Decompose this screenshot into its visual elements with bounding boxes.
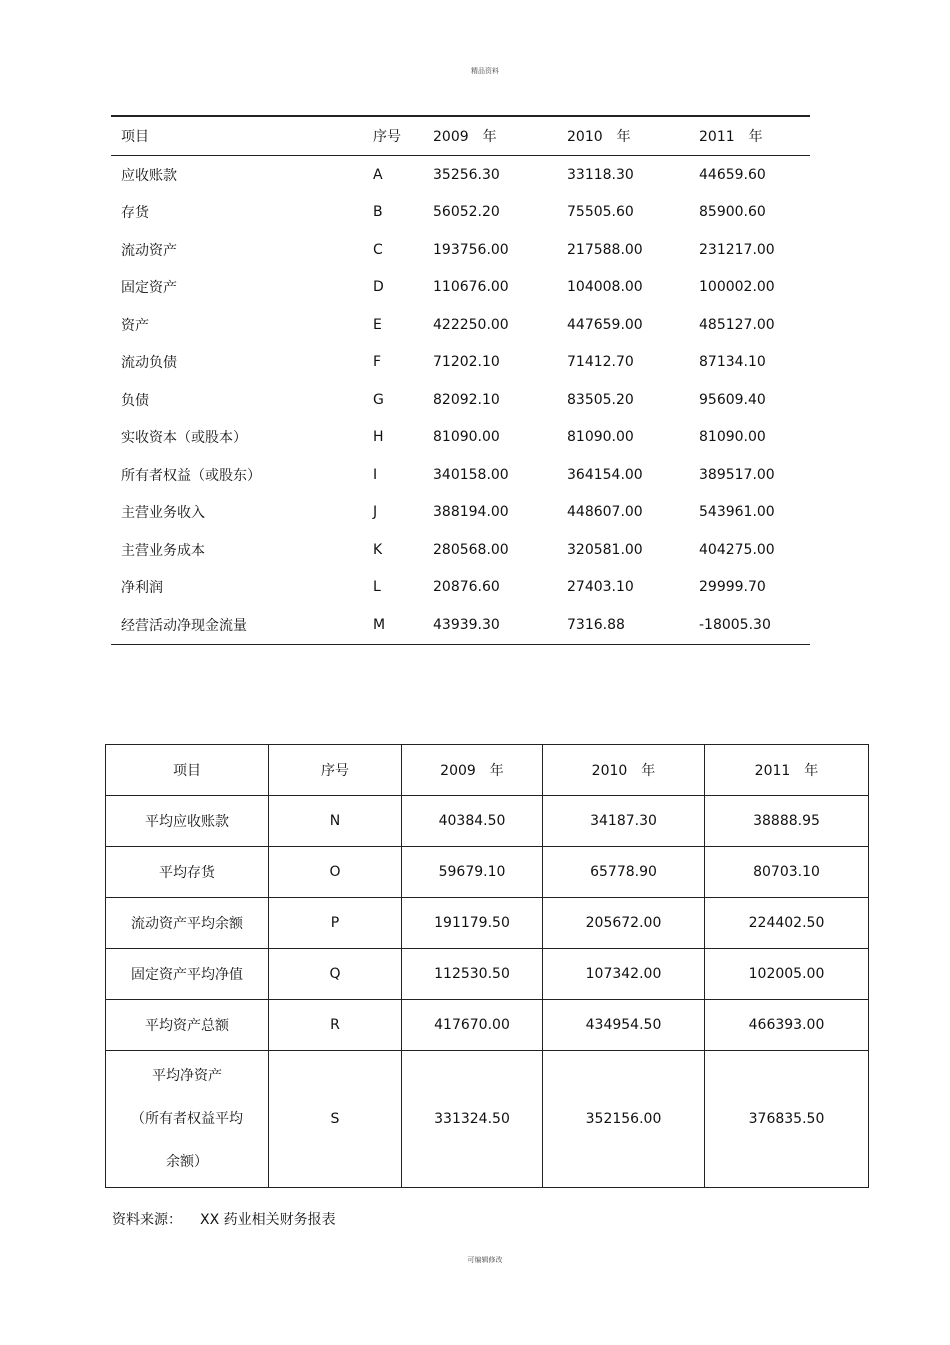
value-2011: 404275.00 <box>699 541 775 558</box>
row-name-line: 余额） <box>166 1153 208 1170</box>
value-2009: 340158.00 <box>433 466 509 483</box>
value-2010: 107342.00 <box>543 949 705 1000</box>
table-row <box>106 847 869 898</box>
value-2009: 43939.30 <box>423 606 557 644</box>
value-2011: 100002.00 <box>699 279 775 296</box>
table-row <box>106 1000 869 1051</box>
row-code: D <box>373 279 384 296</box>
row-code: L <box>373 579 381 596</box>
value-2010: 364154.00 <box>567 466 643 483</box>
value-2010: 217588.00 <box>567 241 643 258</box>
row-name: 实收资本（或股本） <box>121 430 247 447</box>
value-2009: 388194.00 <box>433 504 509 521</box>
value-2011: 543961.00 <box>699 504 775 521</box>
table-row <box>111 269 810 307</box>
value-2011: -18005.30 <box>689 606 810 644</box>
header-2010: 2010 年 <box>543 745 705 796</box>
value-2010: 34187.30 <box>543 796 705 847</box>
source-note <box>112 1209 336 1229</box>
financial-data-table <box>111 115 810 645</box>
row-code: N <box>269 796 402 847</box>
header-item: 项目 <box>106 745 269 796</box>
row-name: 流动资产 <box>121 242 177 259</box>
header-2009: 2009 年 <box>402 745 543 796</box>
row-name: 净利润 <box>121 580 163 597</box>
value-2009: 59679.10 <box>402 847 543 898</box>
row-code: K <box>373 541 383 558</box>
value-2009: 280568.00 <box>433 541 509 558</box>
row-code: R <box>269 1000 402 1051</box>
row-name: 所有者权益（或股东） <box>121 467 261 484</box>
value-2011: 231217.00 <box>699 241 775 258</box>
table-row <box>106 949 869 1000</box>
value-2009: 56052.20 <box>433 204 500 221</box>
header-code: 序号 <box>269 745 402 796</box>
row-name: 固定资产 <box>121 280 177 297</box>
value-2009: 417670.00 <box>402 1000 543 1051</box>
row-name: 负债 <box>121 392 149 409</box>
row-name: 存货 <box>121 205 149 222</box>
value-2010: 205672.00 <box>543 898 705 949</box>
value-2009: 20876.60 <box>433 579 500 596</box>
row-code: J <box>373 504 378 521</box>
source-text: XX 药业相关财务报表 <box>200 1212 336 1228</box>
table-row <box>111 419 810 457</box>
row-code: M <box>363 606 423 644</box>
table-row <box>111 194 810 232</box>
row-code: C <box>373 241 383 258</box>
value-2010: 7316.88 <box>557 606 689 644</box>
value-2009: 422250.00 <box>433 316 509 333</box>
row-name: 固定资产平均净值 <box>106 949 269 1000</box>
value-2011: 485127.00 <box>699 316 775 333</box>
row-name: 平均存货 <box>106 847 269 898</box>
row-code: I <box>373 466 378 483</box>
table-header-row <box>111 116 810 156</box>
value-2011: 80703.10 <box>705 847 869 898</box>
average-data-table <box>105 744 869 1188</box>
table-row <box>111 231 810 269</box>
table-row <box>106 796 869 847</box>
value-2010: 27403.10 <box>567 579 634 596</box>
table-row <box>111 456 810 494</box>
row-name: 流动资产平均余额 <box>106 898 269 949</box>
value-2010: 81090.00 <box>567 429 634 446</box>
table-row <box>106 898 869 949</box>
row-code: B <box>373 204 383 221</box>
row-name: 主营业务收入 <box>121 505 205 522</box>
row-name-line: 平均净资产 <box>152 1067 222 1084</box>
header-code: 序号 <box>363 116 423 156</box>
value-2011: 81090.00 <box>699 429 766 446</box>
value-2011: 102005.00 <box>705 949 869 1000</box>
value-2009: 82092.10 <box>433 391 500 408</box>
row-name: 资产 <box>121 317 149 334</box>
value-2011: 95609.40 <box>699 391 766 408</box>
table-row <box>111 531 810 569</box>
value-2010: 434954.50 <box>543 1000 705 1051</box>
value-2009: 35256.30 <box>433 166 500 183</box>
value-2010: 320581.00 <box>567 541 643 558</box>
row-code: H <box>373 429 384 446</box>
value-2010: 104008.00 <box>567 279 643 296</box>
row-code: S <box>269 1051 402 1188</box>
value-2010: 352156.00 <box>543 1051 705 1188</box>
value-2009: 331324.50 <box>402 1051 543 1188</box>
header-2011: 2011 年 <box>689 116 810 156</box>
value-2011: 85900.60 <box>699 204 766 221</box>
value-2009: 110676.00 <box>433 279 509 296</box>
value-2010: 65778.90 <box>543 847 705 898</box>
footer-note: 可编辑修改 <box>467 1256 503 1264</box>
value-2011: 389517.00 <box>699 466 775 483</box>
value-2009: 193756.00 <box>433 241 509 258</box>
row-name: 主营业务成本 <box>121 542 205 559</box>
row-name <box>106 1051 269 1188</box>
row-name: 平均资产总额 <box>106 1000 269 1051</box>
value-2011: 376835.50 <box>705 1051 869 1188</box>
value-2009: 191179.50 <box>402 898 543 949</box>
table-row <box>111 494 810 532</box>
header-note: 精品资料 <box>471 67 499 75</box>
header-2011: 2011 年 <box>705 745 869 796</box>
value-2009: 81090.00 <box>433 429 500 446</box>
value-2011: 38888.95 <box>705 796 869 847</box>
table-row <box>111 306 810 344</box>
row-code: G <box>373 391 384 408</box>
table-row <box>111 569 810 607</box>
source-label: 资料来源： <box>112 1212 182 1228</box>
table-row <box>111 156 810 194</box>
table-header-row <box>106 745 869 796</box>
row-name: 经营活动净现金流量 <box>111 606 363 644</box>
value-2010: 71412.70 <box>567 354 634 371</box>
value-2009: 40384.50 <box>402 796 543 847</box>
value-2009: 112530.50 <box>402 949 543 1000</box>
value-2010: 83505.20 <box>567 391 634 408</box>
row-name: 平均应收账款 <box>106 796 269 847</box>
row-code: E <box>373 316 382 333</box>
header-2010: 2010 年 <box>557 116 689 156</box>
value-2011: 466393.00 <box>705 1000 869 1051</box>
table-row <box>111 344 810 382</box>
value-2010: 447659.00 <box>567 316 643 333</box>
table-row <box>106 1051 869 1188</box>
value-2011: 224402.50 <box>705 898 869 949</box>
table-row <box>111 606 810 644</box>
row-name-line: （所有者权益平均 <box>131 1110 243 1127</box>
row-code: F <box>373 354 382 371</box>
value-2011: 44659.60 <box>699 166 766 183</box>
row-code: A <box>373 166 383 183</box>
value-2009: 71202.10 <box>433 354 500 371</box>
table-row <box>111 381 810 419</box>
row-code: O <box>269 847 402 898</box>
header-item: 项目 <box>111 116 363 156</box>
value-2010: 448607.00 <box>567 504 643 521</box>
row-code: P <box>269 898 402 949</box>
row-code: Q <box>269 949 402 1000</box>
value-2011: 87134.10 <box>699 354 766 371</box>
row-name: 流动负债 <box>121 355 177 372</box>
header-2009: 2009 年 <box>423 116 557 156</box>
value-2010: 75505.60 <box>567 204 634 221</box>
row-name: 应收账款 <box>121 167 177 184</box>
value-2010: 33118.30 <box>567 166 634 183</box>
value-2011: 29999.70 <box>699 579 766 596</box>
